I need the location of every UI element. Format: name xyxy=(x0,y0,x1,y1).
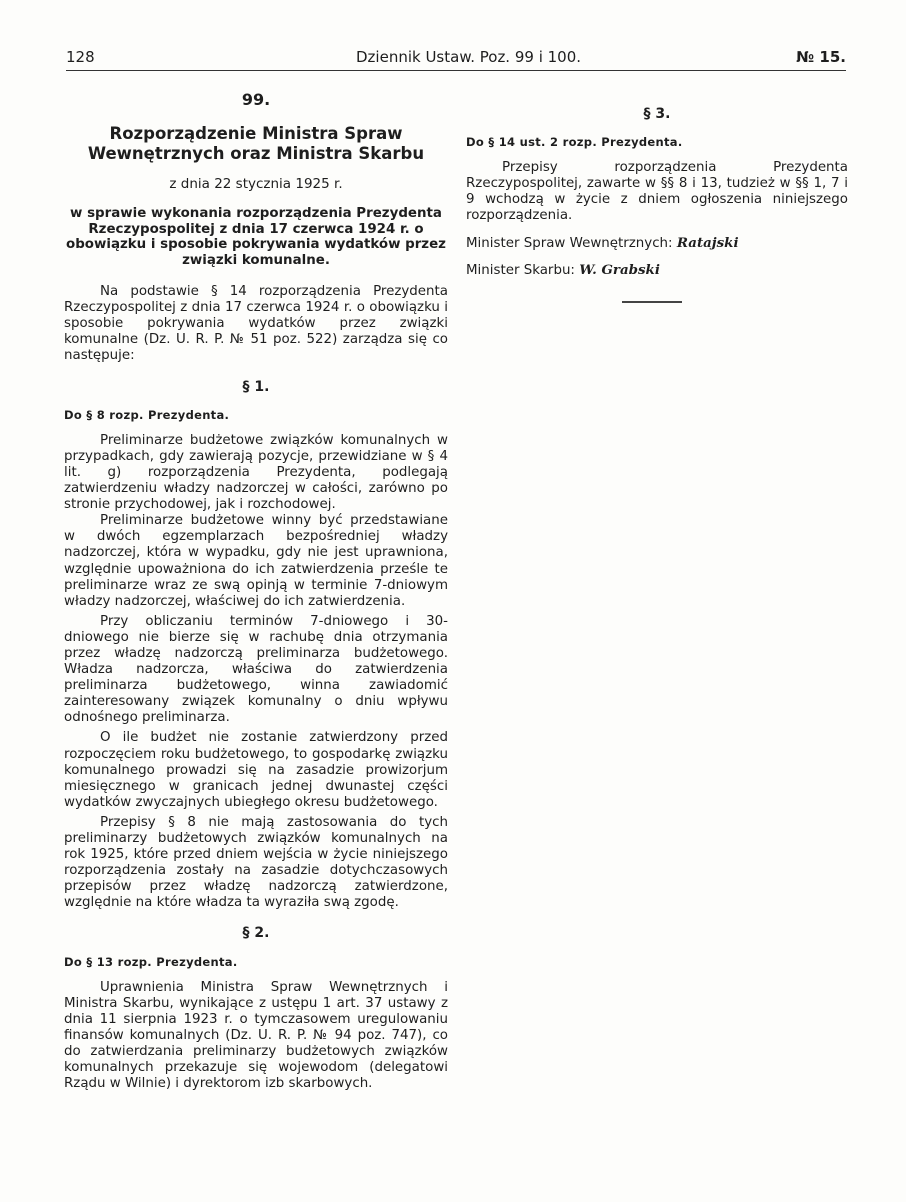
signature-role: Minister Skarbu: xyxy=(466,262,575,278)
act-date: z dnia 22 stycznia 1925 r. xyxy=(169,176,343,192)
section-1-paragraph: Przepisy § 8 nie mają zastosowania do tych preliminarzy budżetowych związków komunalnych na rok 1925, które przed dniem wejścia w życie niniejszego rozporządzenia zostały na zasadzie dotychczasowych przepisów przez władzę nadzorczą zatwierdzone, względnie na które władza ta wyraziła swą zgodę. xyxy=(64,814,448,911)
page-header xyxy=(66,48,846,70)
signature xyxy=(466,262,848,279)
page-number: 128 xyxy=(66,48,95,66)
signature-name: Ratajski xyxy=(676,234,739,251)
signature-role: Minister Spraw Wewnętrznych: xyxy=(466,235,673,251)
section-2-reference: Do § 13 rozp. Prezydenta. xyxy=(64,954,238,969)
left-column xyxy=(64,88,448,1092)
section-1-paragraph: Preliminarze budżetowe winny być przedstawiane w dwóch egzemplarzach bezpośredniej władzy nadzorczej, która w wypadku, gdy nie jest uprawniona, względnie upoważniona do ich zatwierdzenia prześle te preliminarze wraz ze swą opinją w terminie 7-dniowym władzy nadzorczej, właściwej do ich zatwierdzenia. xyxy=(64,513,448,609)
publication-title: Dziennik Ustaw. Poz. 99 i 100. xyxy=(356,48,582,66)
signature xyxy=(466,235,848,252)
end-rule xyxy=(622,301,682,303)
signature-name: W. Grabski xyxy=(579,261,660,278)
section-1-paragraph: O ile budżet nie zostanie zatwierdzony przed rozpoczęciem roku budżetowego, to gospodarkę związku komunalnego prowadzi się na zasadzie prowizorjum miesięcznego w granicach jednej dwunastej części wydatków zwyczajnych ubiegłego okresu budżetowego. xyxy=(64,730,448,810)
issue-number: № 15. xyxy=(796,48,846,66)
section-1-paragraph: Preliminarze budżetowe związków komunalnych w przypadkach, gdy zawierają pozycje, przewidziane w § 4 lit. g) rozporządzenia Prezydenta, podlegają zatwierdzeniu władzy nadzorczej w całości, zarówno po stronie przychodowej, jak i rozchodowej. xyxy=(64,432,448,513)
section-1-heading: § 1. xyxy=(242,378,270,395)
preamble: Na podstawie § 14 rozporządzenia Prezydenta Rzeczypospolitej z dnia 17 czerwca 1924 r. o obowiązku i sposobie pokrywania wydatków przez związki komunalne (Dz. U. R. P. № 51 poz. 522) zarządza się co następuje: xyxy=(64,284,448,364)
right-column xyxy=(466,90,848,303)
section-3-reference: Do § 14 ust. 2 rozp. Prezydenta. xyxy=(466,135,683,150)
section-1-paragraph: Przy obliczaniu terminów 7-dniowego i 30-dniowego nie bierze się w rachubę dnia otrzymania przez władzę nadzorczą preliminarza budżetowego. Władza nadzorcza, właściwa do zatwierdzenia preliminarza budżetowego, winna zawiadomić zainteresowany związek komunalny o dniu wpływu odnośnego preliminarza. xyxy=(64,613,448,726)
section-2-paragraph: Uprawnienia Ministra Spraw Wewnętrznych i Ministra Skarbu, wynikające z ustępu 1 art. 37 ustawy z dnia 11 sierpnia 1923 r. o tymczasowem uregulowaniu finansów komunalnych (Dz. U. R. P. № 94 poz. 747), co do zatwierdzania preliminarzy budżetowych związków komunalnych przekazuje się wojewodom (delegatowi Rządu w Wilnie) i dyrektorom izb skarbowych. xyxy=(64,979,448,1092)
section-3-heading: § 3. xyxy=(643,106,671,122)
act-title: Rozporządzenie Ministra Spraw Wewnętrznych oraz Ministra Skarbu xyxy=(87,124,425,163)
act-number: 99. xyxy=(241,90,271,109)
act-subject: w sprawie wykonania rozporządzenia Prezydenta Rzeczypospolitej z dnia 17 czerwca 1924 r. o obowiązku i sposobie pokrywania wydatków przez związki komunalne. xyxy=(66,206,446,268)
header-rule xyxy=(66,70,846,71)
section-2-heading: § 2. xyxy=(242,925,270,942)
section-3-paragraph: Przepisy rozporządzenia Prezydenta Rzeczypospolitej, zawarte w §§ 8 i 13, tudzież w §§ 1, 7 i 9 wchodzą w życie z dniem ogłoszenia niniejszego rozporządzenia. xyxy=(466,160,848,224)
section-1-reference: Do § 8 rozp. Prezydenta. xyxy=(64,407,230,422)
